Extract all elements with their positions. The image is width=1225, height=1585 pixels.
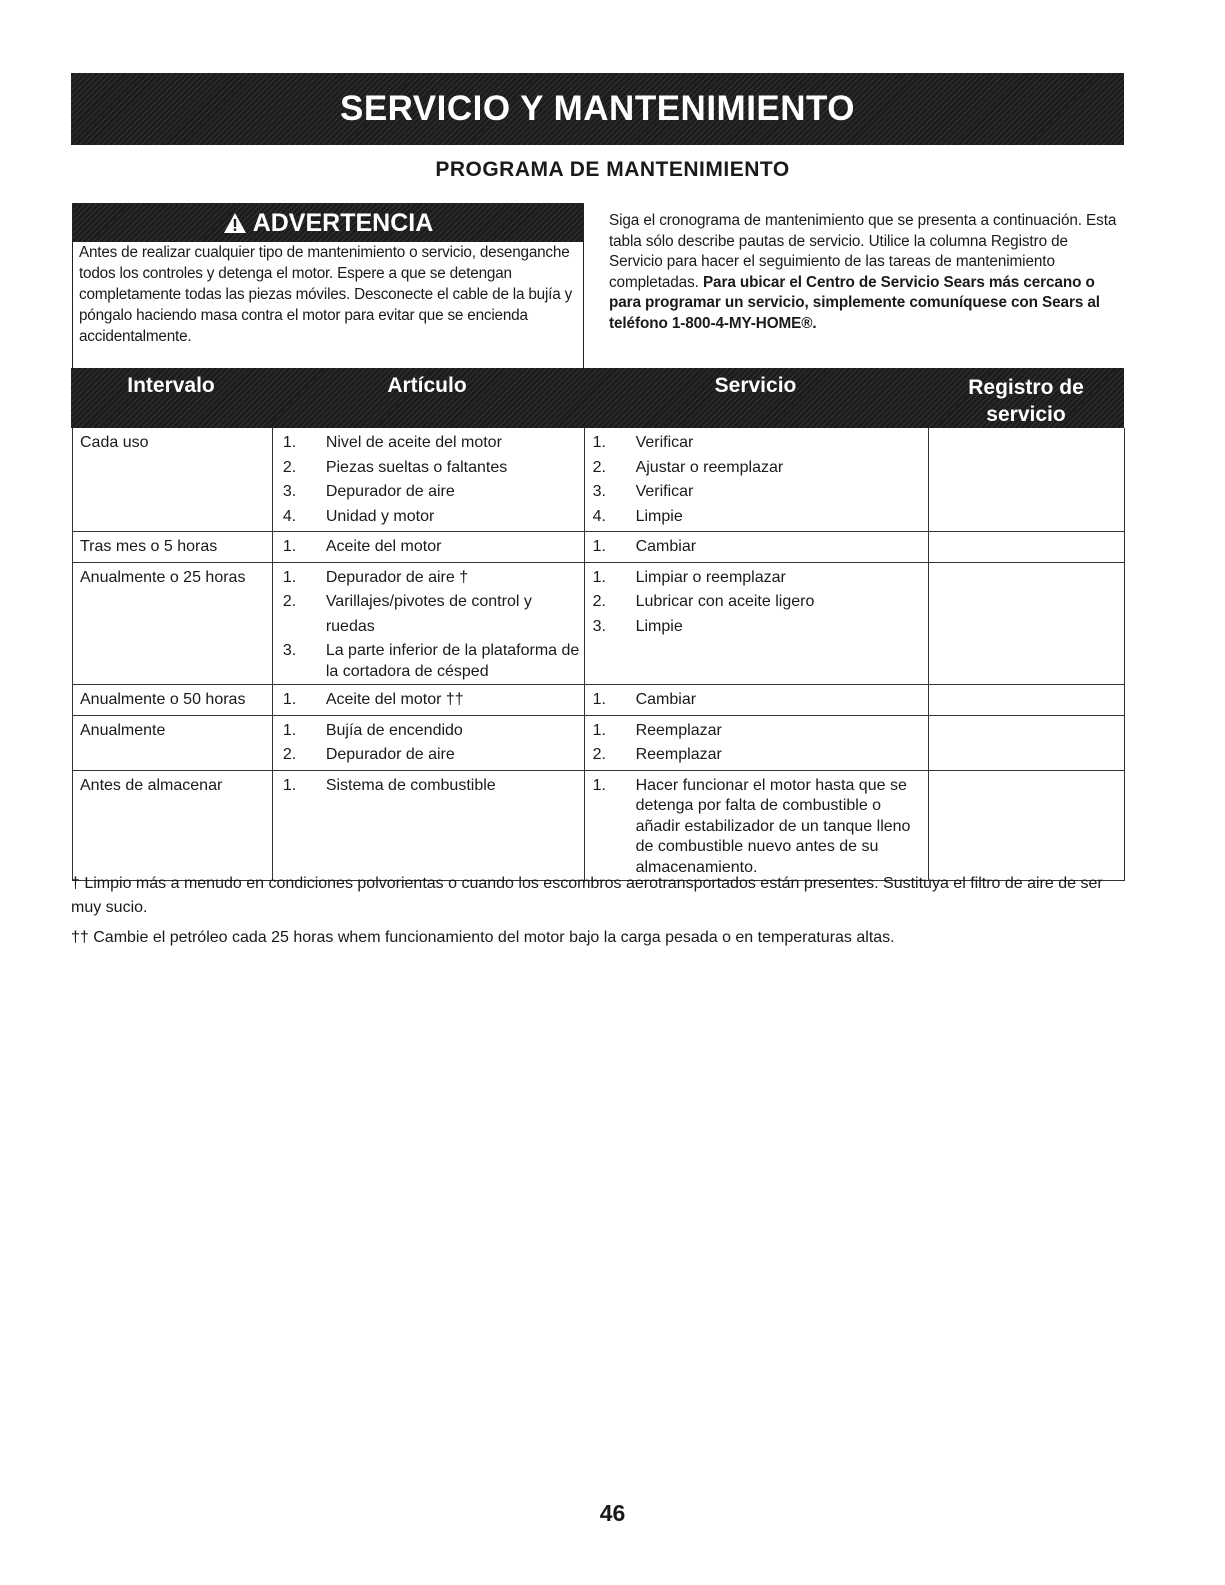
interval-cell <box>73 770 273 881</box>
entry-text: Ajustar o reemplazar <box>635 458 784 476</box>
interval-label: Anualmente <box>80 721 166 739</box>
entry-number: 4. <box>282 507 297 525</box>
entry-number: 1. <box>592 721 606 739</box>
entry-text: Cambiar <box>635 691 697 708</box>
entry-text: Limpie <box>635 507 683 525</box>
entry-number: 2. <box>592 593 606 610</box>
table-row <box>73 428 1125 532</box>
item-entry <box>273 688 584 713</box>
interval-cell <box>73 685 273 716</box>
table-row <box>73 562 1125 685</box>
warning-box <box>72 203 584 369</box>
service-record-cell[interactable] <box>929 715 1125 770</box>
service-entry <box>585 505 929 530</box>
entry-number: 1. <box>282 721 297 739</box>
interval-label: Tras mes o 5 horas <box>80 538 218 555</box>
item-entry <box>273 566 584 591</box>
warning-text: Antes de realizar cualquier tipo de mantenimiento o servicio, desenganche todos los controles y detenga el motor. Espere a que se detengan completamente todas las piezas móviles. Desconecte el cable de la bujía y póngalo haciendo masa contra el motor para evitar que se encienda accidentalmente. <box>79 244 573 345</box>
item-entry <box>273 639 584 682</box>
item-entry <box>273 743 584 768</box>
interval-cell <box>73 428 273 532</box>
entry-number: 1. <box>282 434 297 451</box>
interval-cell <box>73 562 273 685</box>
entry-text: Bujía de encendido <box>325 721 463 739</box>
warning-header <box>73 204 583 242</box>
item-cell <box>272 685 584 716</box>
service-cell <box>584 770 929 881</box>
entry-number: 3. <box>592 617 606 635</box>
table-row <box>73 532 1125 563</box>
entry-number: 2. <box>282 458 297 476</box>
item-cell <box>272 562 584 685</box>
entry-text: Limpie <box>635 617 683 635</box>
entry-number: 1. <box>592 434 606 451</box>
service-record-cell[interactable] <box>929 428 1125 532</box>
item-cell <box>272 532 584 563</box>
entry-number: 3. <box>592 483 606 500</box>
intro-text: Siga el cronograma de mantenimiento que se presenta a continuación. Esta tabla sólo describe pautas de servicio. Utilice la columna Registro de Servicio para hacer el seguimiento de las tareas de mantenimiento completadas. <box>609 212 1117 291</box>
warning-triangle-icon <box>223 212 247 234</box>
entry-text: Unidad y motor <box>325 507 435 525</box>
interval-label: Cada uso <box>80 434 149 451</box>
service-cell <box>584 715 929 770</box>
table-header <box>71 368 1124 428</box>
service-cell <box>584 685 929 716</box>
item-entry <box>273 505 584 530</box>
table-row <box>73 715 1125 770</box>
entry-text: Verificar <box>635 434 694 451</box>
item-entry <box>273 774 584 799</box>
section-banner <box>71 73 1124 145</box>
entry-text: Varillajes/pivotes de control y ruedas <box>325 593 532 635</box>
table-row <box>73 770 1125 881</box>
entry-number: 1. <box>282 776 297 794</box>
table-row <box>73 685 1125 716</box>
footnote-2: †† Cambie el petróleo cada 25 horas whem funcionamiento del motor bajo la carga pesada o en temperaturas altas. <box>71 929 895 946</box>
service-record-cell[interactable] <box>929 532 1125 563</box>
service-entry <box>585 535 929 560</box>
header-intervalo: Intervalo <box>127 374 215 397</box>
header-articulo: Artículo <box>387 374 467 397</box>
header-servicio: Servicio <box>714 374 797 397</box>
service-cell <box>584 532 929 563</box>
entry-number: 2. <box>592 458 606 476</box>
footnote-1: † Limpio más a menudo en condiciones polvorientas o cuando los escombros aerotransportados están presentes. Sustituya el filtro de aire de ser muy sucio. <box>71 875 1103 916</box>
entry-number: 1. <box>592 776 606 794</box>
entry-text: La parte inferior de la plataforma de la cortadora de césped <box>325 642 580 680</box>
entry-text: Limpiar o reemplazar <box>635 568 786 586</box>
entry-text: Depurador de aire <box>325 483 455 500</box>
interval-cell <box>73 532 273 563</box>
service-record-cell[interactable] <box>929 685 1125 716</box>
service-entry <box>585 688 929 713</box>
service-entry <box>585 590 929 615</box>
service-entry <box>585 456 929 481</box>
item-entry <box>273 431 584 456</box>
service-entry <box>585 480 929 505</box>
section-title: SERVICIO Y MANTENIMIENTO <box>339 89 856 128</box>
entry-text: Hacer funcionar el motor hasta que se detenga por falta de combustible o añadir estabilizador de un tanque lleno de combustible nuevo antes de su almacenamiento. <box>635 776 911 876</box>
service-entry <box>585 719 929 744</box>
item-entry <box>273 590 584 639</box>
entry-text: Nivel de aceite del motor <box>325 434 502 451</box>
entry-number: 3. <box>282 483 297 500</box>
entry-text: Lubricar con aceite ligero <box>635 593 815 610</box>
entry-text: Cambiar <box>635 538 697 555</box>
entry-text: Reemplazar <box>635 746 722 763</box>
entry-number: 1. <box>282 691 297 708</box>
entry-number: 2. <box>282 593 297 610</box>
entry-number: 1. <box>592 568 606 586</box>
interval-label: Antes de almacenar <box>80 776 223 794</box>
item-cell <box>272 428 584 532</box>
page-subtitle: PROGRAMA DE MANTENIMIENTO <box>435 158 790 181</box>
header-registro: Registro de servicio <box>968 376 1084 426</box>
entry-number: 2. <box>282 746 297 763</box>
service-cell <box>584 562 929 685</box>
item-cell <box>272 715 584 770</box>
item-entry <box>273 719 584 744</box>
entry-text: Piezas sueltas o faltantes <box>325 458 508 476</box>
service-entry <box>585 774 929 879</box>
warning-heading: ADVERTENCIA <box>252 208 434 237</box>
footnotes <box>71 872 1131 956</box>
interval-label: Anualmente o 50 horas <box>80 691 246 708</box>
service-record-cell[interactable] <box>929 562 1125 685</box>
entry-text: Aceite del motor †† <box>325 691 464 708</box>
entry-text: Reemplazar <box>635 721 722 739</box>
entry-text: Sistema de combustible <box>325 776 496 794</box>
item-cell <box>272 770 584 881</box>
entry-text: Verificar <box>635 483 694 500</box>
interval-cell <box>73 715 273 770</box>
item-entry <box>273 480 584 505</box>
entry-text: Aceite del motor <box>325 538 442 555</box>
service-record-cell[interactable] <box>929 770 1125 881</box>
intro-bold-text: Para ubicar el Centro de Servicio Sears más cercano o para programar un servicio, simplemente comuníquese con Sears al teléfono 1-800-4-MY-HOME®. <box>609 273 1100 332</box>
service-entry <box>585 615 929 640</box>
entry-text: Depurador de aire † <box>325 568 469 586</box>
intro-paragraph <box>609 211 1124 334</box>
entry-text: Depurador de aire <box>325 746 455 763</box>
maintenance-table <box>72 428 1125 881</box>
entry-number: 1. <box>282 568 297 586</box>
entry-number: 1. <box>592 538 606 555</box>
service-entry <box>585 431 929 456</box>
entry-number: 1. <box>282 538 297 555</box>
service-entry <box>585 566 929 591</box>
entry-number: 4. <box>592 507 606 525</box>
entry-number: 1. <box>592 691 606 708</box>
service-entry <box>585 743 929 768</box>
item-entry <box>273 456 584 481</box>
item-entry <box>273 535 584 560</box>
page-number: 46 <box>599 1500 626 1526</box>
interval-label: Anualmente o 25 horas <box>80 568 246 586</box>
entry-number: 2. <box>592 746 606 763</box>
entry-number: 3. <box>282 642 297 659</box>
service-cell <box>584 428 929 532</box>
